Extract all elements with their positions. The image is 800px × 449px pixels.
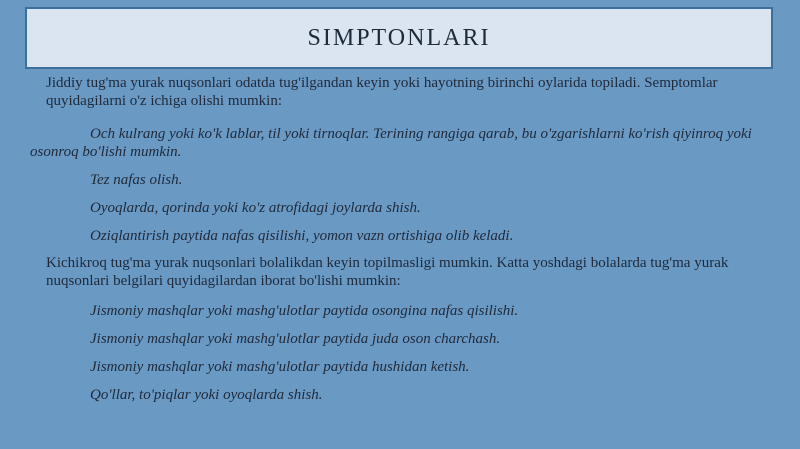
symptom-item: Jismoniy mashqlar yoki mashg'ulotlar paytida juda oson charchash. — [90, 331, 501, 347]
symptom-item: Och kulrang yoki ko'k lablar, til yoki tirnoqlar. Terining rangiga qarab, bu o'zgarishlarni ko'rish qiyinroq yoki osonroq bo'lishi mumkin. — [30, 126, 752, 160]
second-paragraph: Kichikroq tug'ma yurak nuqsonlari bolalikdan keyin topilmasligi mumkin. Katta yoshdagi bolalarda tug'ma yurak nuqsonlari belgilari quyidagilardan iborat bo'lishi mumkin: — [46, 255, 729, 289]
symptom-item: Jismoniy mashqlar yoki mashg'ulotlar paytida osongina nafas qisilishi. — [90, 303, 519, 319]
title-box — [25, 7, 773, 69]
symptom-item: Qo'llar, to'piqlar yoki oyoqlarda shish. — [90, 387, 323, 403]
slide-title: SIMPTONLARI — [307, 24, 491, 51]
intro-paragraph: Jiddiy tug'ma yurak nuqsonlari odatda tug'ilgandan keyin yoki hayotning birinchi oylarida topiladi. Semptomlar quyidagilarni o'z ichiga olishi mumkin: — [46, 75, 718, 109]
symptom-item: Jismoniy mashqlar yoki mashg'ulotlar paytida hushidan ketish. — [90, 359, 470, 375]
slide-content — [30, 74, 775, 404]
symptom-item: Oyoqlarda, qorinda yoki ko'z atrofidagi joylarda shish. — [90, 200, 421, 216]
symptom-item: Oziqlantirish paytida nafas qisilishi, yomon vazn ortishiga olib keladi. — [90, 228, 514, 244]
symptom-item: Tez nafas olish. — [90, 172, 183, 188]
